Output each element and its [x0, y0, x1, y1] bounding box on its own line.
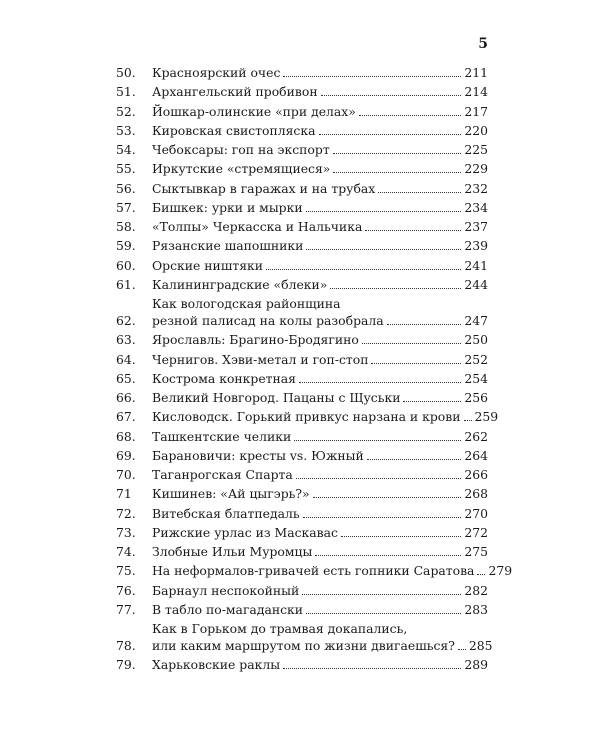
- toc-entry: [116, 620, 493, 654]
- entry-title: или каким маршрутом по жизни двигаешься?: [152, 638, 455, 653]
- toc-entry: [116, 218, 488, 235]
- toc-entry: [116, 543, 488, 560]
- entry-title: Барановичи: кресты vs. Южный: [152, 447, 364, 463]
- entry-page: 285: [468, 638, 493, 653]
- dot-leader: [333, 153, 462, 154]
- entry-title: Кострома конкретная: [152, 370, 296, 386]
- entry-page: 268: [464, 486, 488, 502]
- entry-title: Кишинев: «Ай цыгэрь?»: [152, 486, 310, 502]
- entry-page: 282: [464, 582, 488, 598]
- entry-title: Рязанские шапошники: [152, 238, 304, 254]
- entry-title: Барнаул неспокойный: [152, 582, 300, 598]
- entry-title: Сыктывкар в гаражах и на трубах: [152, 180, 376, 196]
- entry-title: Кировская свистопляска: [152, 122, 316, 138]
- toc-entry: [116, 582, 488, 599]
- entry-title: Красноярский очес: [152, 65, 281, 80]
- entry-number: 67.: [116, 409, 136, 425]
- dot-leader: [330, 288, 461, 289]
- entry-number: 56.: [116, 180, 136, 196]
- entry-page: 214: [464, 84, 488, 100]
- entry-number: 71: [116, 486, 132, 502]
- toc-entry: [116, 447, 488, 464]
- entry-title: Харьковские раклы: [152, 657, 281, 673]
- entry-page: 272: [464, 524, 488, 540]
- dot-leader: [313, 497, 462, 498]
- toc-entry: [116, 237, 488, 254]
- entry-title: В табло по-магадански: [152, 601, 304, 617]
- toc-entry: [116, 562, 513, 579]
- dot-leader: [266, 269, 461, 270]
- dot-leader: [367, 459, 462, 460]
- dot-leader: [294, 440, 461, 441]
- entry-number: 55.: [116, 161, 136, 177]
- toc-entry: [116, 122, 488, 139]
- entry-page: 237: [464, 219, 488, 234]
- dot-leader: [458, 649, 466, 650]
- dot-leader: [319, 134, 462, 135]
- dot-leader: [283, 668, 461, 669]
- entry-page: 244: [464, 276, 488, 292]
- entry-page: 211: [464, 65, 488, 80]
- toc-entry: [116, 257, 488, 274]
- toc-entry: [116, 370, 488, 387]
- entry-title: Архангельский пробивон: [152, 84, 318, 100]
- entry-title: Великий Новгород. Пацаны с Щуськи: [152, 390, 401, 405]
- entry-title: Бишкек: урки и мырки: [152, 199, 303, 215]
- entry-title: Чернигов. Хэви-метал и гоп-стоп: [152, 351, 369, 367]
- entry-page: 239: [464, 238, 488, 254]
- entry-page: 270: [464, 505, 488, 521]
- entry-number: 53.: [116, 122, 136, 138]
- entry-number: 74.: [116, 544, 136, 559]
- entry-title: Йошкар-олинские «при делах»: [152, 103, 356, 119]
- entry-page: 289: [464, 657, 488, 673]
- entry-page: 266: [464, 467, 488, 482]
- entry-title: Чебоксары: гоп на экспорт: [152, 142, 330, 157]
- dot-leader: [464, 420, 472, 421]
- dot-leader: [306, 613, 461, 614]
- toc-entry: [116, 199, 488, 216]
- entry-number: 57.: [116, 199, 136, 215]
- entry-page: 256: [464, 390, 488, 405]
- entry-page: 232: [464, 180, 488, 196]
- page-number: 5: [478, 36, 488, 52]
- entry-page: 241: [464, 257, 488, 273]
- entry-number: 51.: [116, 84, 136, 100]
- entry-page: 259: [474, 409, 499, 425]
- entry-number: 54.: [116, 142, 136, 157]
- toc-entry: [116, 466, 488, 483]
- entry-title: Ташкентские челики: [152, 428, 292, 444]
- toc-entry: [116, 295, 488, 329]
- entry-title: резной палисад на колы разобрала: [152, 313, 384, 328]
- toc-entry: [116, 160, 488, 177]
- dot-leader: [371, 363, 461, 364]
- entry-page: 220: [464, 122, 488, 138]
- entry-title: Орские ништяки: [152, 257, 264, 273]
- toc-entry: [116, 601, 488, 618]
- entry-page: 262: [464, 428, 488, 444]
- entry-number: 52.: [116, 103, 136, 119]
- dot-leader: [341, 536, 461, 537]
- entry-number: 75.: [116, 563, 136, 579]
- dot-leader: [359, 115, 461, 116]
- dot-leader: [283, 76, 461, 77]
- entry-page: 225: [464, 142, 488, 157]
- entry-number: 72.: [116, 505, 136, 521]
- dot-leader: [365, 230, 461, 231]
- entry-page: 252: [464, 351, 488, 367]
- dot-leader: [387, 324, 462, 325]
- entry-page: 279: [488, 563, 513, 579]
- entry-number: 73.: [116, 524, 136, 540]
- entry-number: 66.: [116, 390, 136, 405]
- entry-title: Ярославль: Брагино-Бродягино: [152, 332, 359, 348]
- toc-entry: [116, 141, 488, 158]
- toc-entry: [116, 180, 488, 197]
- entry-page: 275: [464, 544, 488, 559]
- entry-page: 254: [464, 370, 488, 386]
- dot-leader: [303, 517, 462, 518]
- dot-leader: [477, 574, 485, 575]
- entry-number: 60.: [116, 257, 136, 273]
- entry-title: Витебская блатпедаль: [152, 505, 300, 521]
- entry-number: 78.: [116, 638, 136, 653]
- dot-leader: [378, 192, 461, 193]
- toc-entry: [116, 331, 488, 348]
- entry-number: 59.: [116, 238, 136, 254]
- dot-leader: [333, 172, 461, 173]
- toc-entry: [116, 64, 488, 81]
- entry-number: 58.: [116, 219, 136, 234]
- toc-entry: [116, 408, 499, 425]
- dot-leader: [306, 249, 461, 250]
- toc-entry: [116, 505, 488, 522]
- dot-leader: [296, 478, 462, 479]
- entry-number: 61.: [116, 276, 136, 292]
- toc-entry: [116, 389, 488, 406]
- toc-entry: [116, 276, 488, 293]
- entry-title: Кисловодск. Горький привкус нарзана и крови: [152, 409, 461, 425]
- entry-number: 70.: [116, 467, 136, 482]
- entry-number: 50.: [116, 65, 136, 80]
- dot-leader: [321, 95, 462, 96]
- entry-page: 283: [464, 601, 488, 617]
- entry-page: 217: [464, 103, 488, 119]
- entry-title: Калининградские «блеки»: [152, 276, 328, 292]
- toc-entry: [116, 103, 488, 120]
- entry-title: На неформалов-гривачей есть гопники Саратова: [152, 563, 475, 579]
- toc-entry: [116, 656, 488, 673]
- entry-title: Таганрогская Спарта: [152, 467, 293, 482]
- dot-leader: [299, 382, 461, 383]
- dot-leader: [306, 211, 462, 212]
- entry-number: 76.: [116, 582, 136, 598]
- entry-page: 234: [464, 199, 488, 215]
- entry-page: 229: [464, 161, 488, 177]
- entry-title: Рижские урлас из Маскавас: [152, 524, 338, 540]
- dot-leader: [403, 401, 461, 402]
- entry-number: 63.: [116, 332, 136, 348]
- entry-title: Иркутские «стремящиеся»: [152, 161, 331, 177]
- entry-number: 62.: [116, 313, 136, 328]
- entry-title-line1: Как в Горьком до трамвая докапались,: [152, 621, 408, 636]
- entry-title: Злобные Ильи Муромцы: [152, 544, 313, 559]
- dot-leader: [362, 343, 462, 344]
- entry-page: 250: [464, 332, 488, 348]
- toc-entry: [116, 83, 488, 100]
- toc-entry: [116, 485, 488, 502]
- entry-title: «Толпы» Черкасска и Нальчика: [152, 219, 363, 234]
- dot-leader: [302, 594, 461, 595]
- toc-entry: [116, 524, 488, 541]
- dot-leader: [315, 555, 461, 556]
- toc-entry: [116, 428, 488, 445]
- entry-page: 264: [464, 447, 488, 463]
- toc-entry: [116, 351, 488, 368]
- entry-number: 79.: [116, 657, 136, 673]
- entry-title-line1: Как вологодская районщина: [152, 296, 341, 311]
- entry-number: 69.: [116, 447, 136, 463]
- entry-number: 77.: [116, 601, 136, 617]
- entry-number: 68.: [116, 428, 136, 444]
- table-of-contents: [116, 64, 513, 676]
- entry-number: 65.: [116, 370, 136, 386]
- entry-page: 247: [464, 313, 488, 328]
- entry-number: 64.: [116, 351, 136, 367]
